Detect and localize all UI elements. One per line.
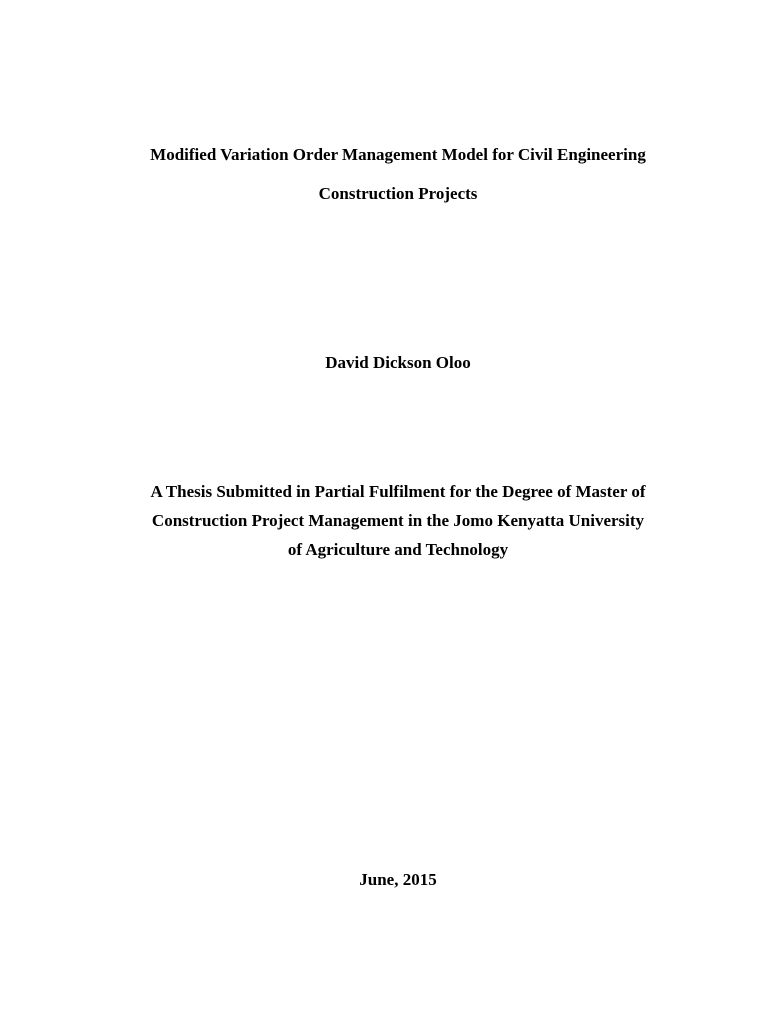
thesis-title-line-2: Construction Projects [318, 184, 478, 203]
thesis-statement-line-2: Construction Project Management in the Jomo Kenyatta University [151, 511, 645, 530]
author-name: David Dickson Oloo [325, 353, 471, 372]
thesis-statement-line-3: of Agriculture and Technology [287, 540, 509, 559]
thesis-statement-line-1: A Thesis Submitted in Partial Fulfilment for the Degree of Master of [150, 482, 646, 501]
submission-date: June, 2015 [359, 870, 437, 889]
thesis-title-line-1: Modified Variation Order Management Model for Civil Engineering [150, 145, 646, 164]
